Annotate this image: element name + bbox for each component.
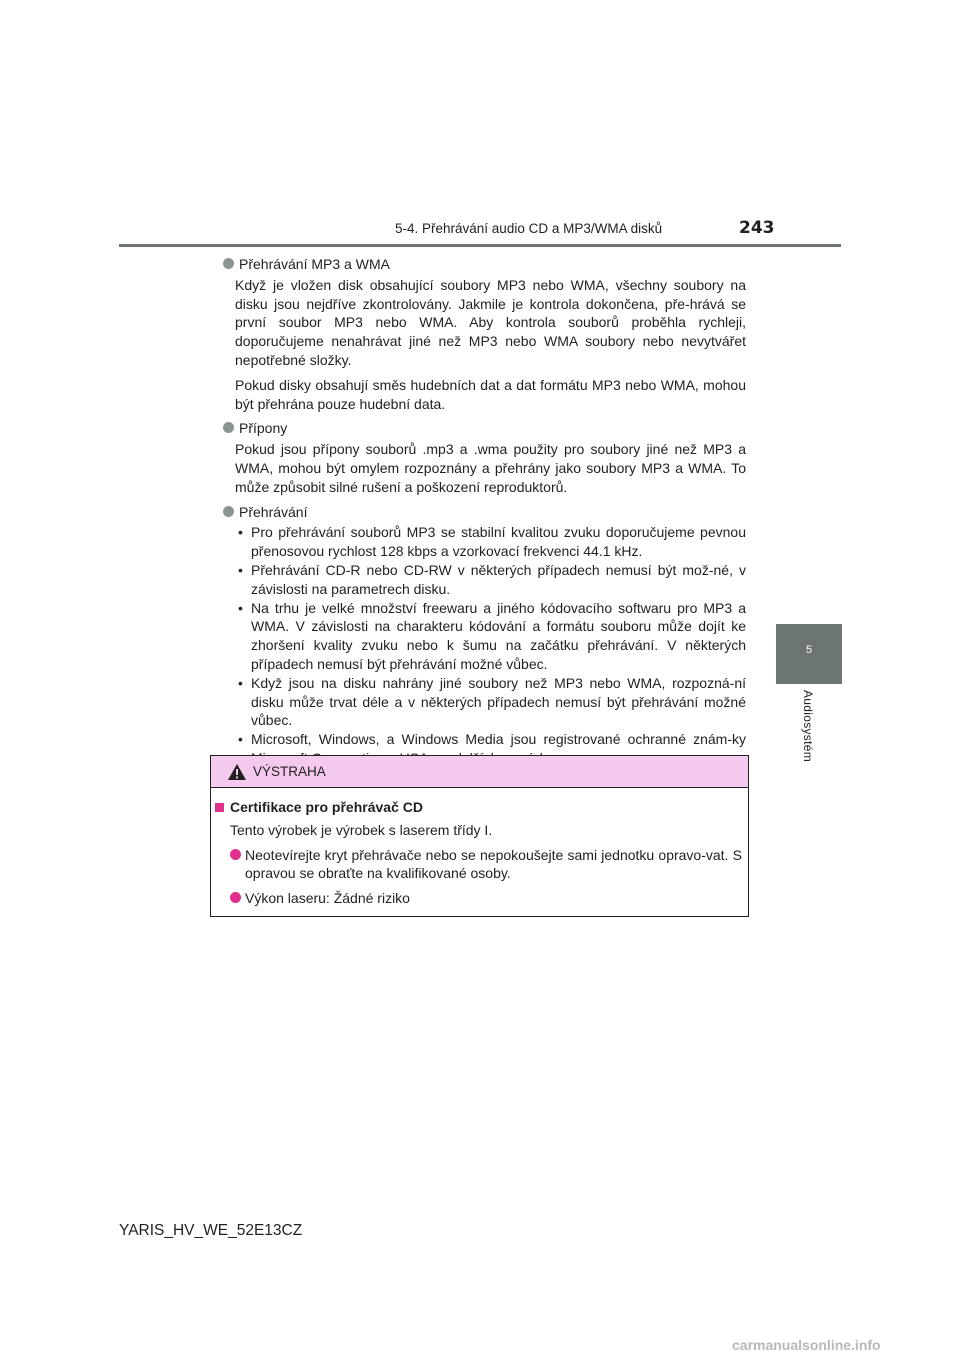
- topic-heading: [223, 419, 746, 438]
- list-item-text: Pro přehrávání souborů MP3 se stabilní kvalitou zvuku doporučujeme pevnou přenosovou rychlost 128 kbps a vzorkovací frekvenci 44.1 kHz.: [251, 524, 746, 560]
- paragraph: Když je vložen disk obsahující soubory MP3 nebo WMA, všechny soubory na disku jsou nejdříve zkontrolovány. Jakmile je kontrola dokončena, pře-hrává se první soubor MP3 nebo WMA. Aby kontrola souborů proběhla rychleji, doporučujeme nenahrávat jiné než MP3 nebo WMA soubory nebo nevytvářet nepotřebné složky.: [235, 276, 746, 368]
- warning-body: [211, 788, 748, 908]
- topic-heading: [223, 255, 746, 274]
- warning-item-text: Výkon laseru: Žádné riziko: [245, 890, 410, 907]
- list-item: • Pro přehrávání souborů MP3 se stabilní kvalitou zvuku doporučujeme pevnou přenosovou rychlost 128 kbps a vzorkovací frekvenci 44.1 kHz.: [238, 524, 746, 560]
- topic-heading: [223, 503, 746, 522]
- warning-subheading-text: Certifikace pro přehrávač CD: [230, 799, 423, 815]
- main-content: [223, 253, 746, 768]
- list-item: • Když jsou na disku nahrány jiné soubory než MP3 nebo WMA, rozpozná-ní disku může trvat déle a v některých případech nemusí být přehrávání možné vůbec.: [238, 674, 746, 729]
- list-item: • Microsoft, Windows, a Windows Media jsou registrované ochranné znám-ky: [235, 730, 746, 768]
- topic-title: Přehrávání: [239, 503, 308, 520]
- paragraph: Pokud disky obsahují směs hudebních dat a dat formátu MP3 nebo WMA, mohou být přehrána pouze hudební data.: [235, 376, 746, 412]
- page-number: 243: [739, 218, 775, 238]
- warning-triangle-icon: [227, 763, 247, 781]
- list-item-text: Microsoft, Windows, a Windows Media jsou registrované ochranné znám-ky: [251, 731, 746, 748]
- warning-header: [211, 756, 748, 788]
- paragraph: Pokud jsou přípony souborů .mp3 a .wma použity pro soubory jiné než MP3 a WMA, mohou být omylem rozpoznány a přehrány jako soubory MP3 a WMA. To může způsobit silné rušení a poškození reproduktorů.: [235, 441, 746, 495]
- list-item-text: Přehrávání CD-R nebo CD-RW v některých případech nemusí být mož-né, v závislosti na parametrech disku.: [251, 561, 746, 597]
- chapter-tab: 5: [776, 624, 842, 684]
- bullet-dot-icon: [230, 892, 241, 903]
- list-item-text: Když jsou na disku nahrány jiné soubory než MP3 nebo WMA, rozpozná-ní disku může trvat déle a v některých případech nemusí být přehrávání možné vůbec.: [251, 674, 746, 729]
- topic-title: Přípony: [239, 420, 288, 437]
- warning-text: Tento výrobek je výrobek s laserem třídy I.: [230, 821, 493, 838]
- list-item: • Přehrávání CD-R nebo CD-RW v některých případech nemusí být mož-né, v závislosti na parametrech disku.: [238, 561, 746, 597]
- bullet-dot-icon: [223, 258, 234, 269]
- warning-item-text: Neotevírejte kryt přehrávače nebo se nepokoušejte sami jednotku opravo-vat. S opravou se obraťte na kvalifikované osoby.: [245, 846, 742, 882]
- warning-subheading: [215, 798, 742, 817]
- header-divider: [119, 244, 841, 247]
- bullet-dot-icon: [223, 422, 234, 433]
- section-title: 5-4. Přehrávání audio CD a MP3/WMA disků: [395, 221, 663, 236]
- list-item-text: Na trhu je velké množství freewaru a jiného kódovacího softwaru pro MP3 a WMA. V závislosti na charakteru kódování a formátu souboru může dojít ke zhoršení kvality zvuku nebo k šumu na začátku přehrávání. V některých případech nemusí být přehrávání možné vůbec.: [251, 599, 746, 672]
- warning-title: VÝSTRAHA: [253, 764, 326, 779]
- list-item: • Na trhu je velké množství freewaru a jiného kódovacího softwaru pro MP3 a WMA. V závislosti na charakteru kódování a formátu souboru může dojít ke zhoršení kvality zvuku nebo k šumu na začátku přehrávání. V některých případech nemusí být přehrávání možné vůbec.: [238, 599, 746, 672]
- bullet-list: [235, 523, 746, 767]
- bullet-dot-icon: [230, 849, 241, 860]
- watermark: carmanualsonline.info: [732, 1337, 881, 1353]
- document-code: YARIS_HV_WE_52E13CZ: [119, 1222, 303, 1239]
- warning-item: [230, 846, 742, 884]
- bullet-dot-icon: [223, 506, 234, 517]
- topic-title: Přehrávání MP3 a WMA: [239, 256, 390, 272]
- warning-box: [210, 755, 749, 917]
- chapter-label: Audiosystém: [801, 690, 815, 762]
- warning-item: [230, 889, 742, 908]
- square-bullet-icon: [215, 803, 224, 812]
